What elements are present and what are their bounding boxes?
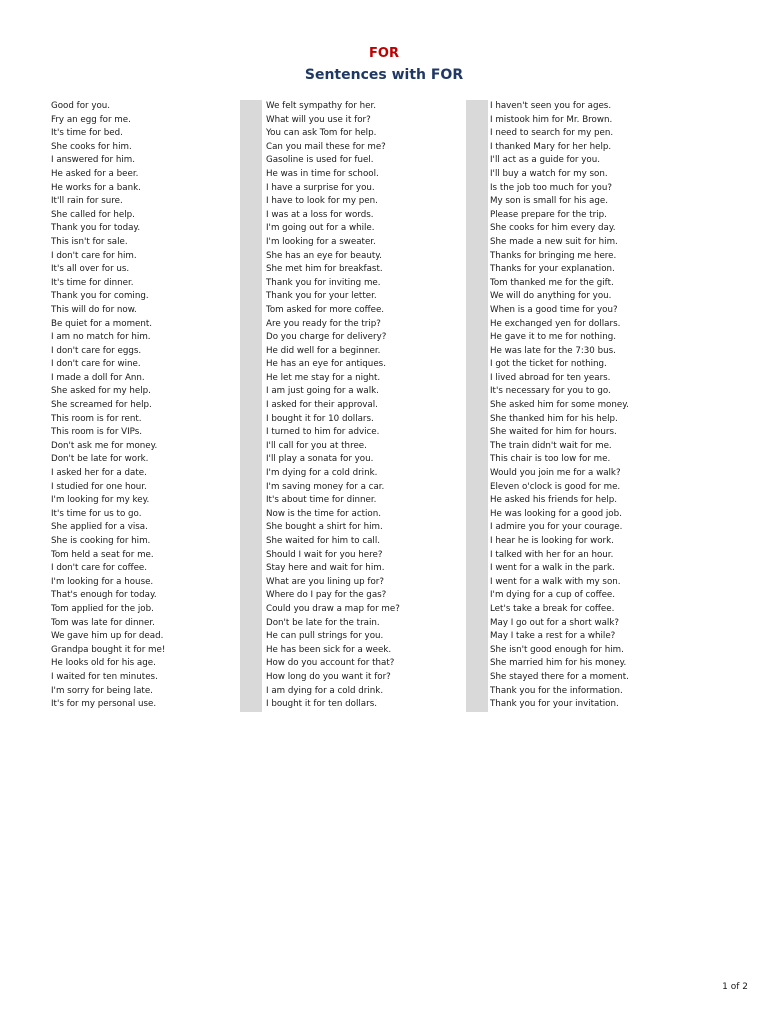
sentence-item: Thanks for your explanation. xyxy=(490,264,615,275)
sentence-item: I waited for ten minutes. xyxy=(51,671,158,682)
sentence-item: She has an eye for beauty. xyxy=(266,250,382,261)
sentence-item: She cooks for him. xyxy=(51,141,132,152)
sentence-item: It's time for dinner. xyxy=(51,277,134,288)
sentence-item: I'm looking for a house. xyxy=(51,576,154,587)
sentence-item: The train didn't wait for me. xyxy=(490,440,612,451)
sentence-item: Don't ask me for money. xyxy=(51,440,158,451)
sentence-item: She thanked him for his help. xyxy=(490,413,618,424)
sentence-item: I lived abroad for ten years. xyxy=(490,372,611,383)
sentence-item: I'm dying for a cold drink. xyxy=(266,468,378,479)
sentence-item: I'm looking for a sweater. xyxy=(266,236,376,247)
sentence-item: It'll rain for sure. xyxy=(51,196,123,207)
sentence-item: I'll buy a watch for my son. xyxy=(490,168,608,179)
sentence-item: I got the ticket for nothing. xyxy=(490,359,607,370)
sentence-item: I'm dying for a cup of coffee. xyxy=(490,590,616,601)
sentence-item: I went for a walk in the park. xyxy=(490,563,615,574)
sentence-item: I asked for their approval. xyxy=(266,400,378,411)
sentence-item: He was in time for school. xyxy=(266,168,379,179)
sentence-item: I am dying for a cold drink. xyxy=(266,685,384,696)
sentence-item: I'll play a sonata for you. xyxy=(266,454,374,465)
sentence-item: Gasoline is used for fuel. xyxy=(266,155,374,166)
sentence-item: She bought a shirt for him. xyxy=(266,522,383,533)
sentence-item: Should I wait for you here? xyxy=(266,549,383,560)
sentence-item: It's time for bed. xyxy=(51,128,123,139)
sentence-item: He was late for the 7:30 bus. xyxy=(490,345,616,356)
sentence-column-2 xyxy=(266,100,400,712)
sentence-item: Would you join me for a walk? xyxy=(490,468,621,479)
sentence-item: What are you lining up for? xyxy=(266,576,384,587)
sentence-item: When is a good time for you? xyxy=(490,304,618,315)
sentence-item: What will you use it for? xyxy=(266,114,371,125)
sentence-item: Don't be late for work. xyxy=(51,454,149,465)
page-title: FOR xyxy=(369,46,399,61)
sentence-item: That's enough for today. xyxy=(51,590,157,601)
sentence-item: Tom applied for the job. xyxy=(51,603,154,614)
sentence-item: She made a new suit for him. xyxy=(490,236,618,247)
sentence-item: Tom asked for more coffee. xyxy=(266,304,385,315)
sentence-item: May I take a rest for a while? xyxy=(490,631,616,642)
sentence-item: He let me stay for a night. xyxy=(266,372,381,383)
sentence-item: He can pull strings for you. xyxy=(266,631,384,642)
sentence-item: We felt sympathy for her. xyxy=(266,101,377,111)
sentence-item: Tom was late for dinner. xyxy=(51,617,155,628)
sentence-item: He exchanged yen for dollars. xyxy=(490,318,621,329)
sentence-item: I'll call for you at three. xyxy=(266,440,367,451)
sentence-item: I asked her for a date. xyxy=(51,468,147,479)
sentence-item: Is the job too much for you? xyxy=(490,182,612,193)
sentence-item: Thank you for coming. xyxy=(51,291,149,302)
sentence-item: This chair is too low for me. xyxy=(490,454,611,465)
sentence-item: I am just going for a walk. xyxy=(266,386,379,397)
sentence-item: She screamed for help. xyxy=(51,400,152,411)
sentence-item: I mistook him for Mr. Brown. xyxy=(490,114,613,125)
sentence-item: He works for a bank. xyxy=(51,182,141,193)
sentence-item: I don't care for wine. xyxy=(51,359,141,370)
sentence-item: I went for a walk with my son. xyxy=(490,576,621,587)
sentence-item: Thank you for your letter. xyxy=(266,291,377,302)
sentence-column-1 xyxy=(51,100,165,712)
sentence-item: I'm going out for a while. xyxy=(266,223,375,234)
sentence-item: I hear he is looking for work. xyxy=(490,536,614,546)
sentence-item: She asked for my help. xyxy=(51,386,151,397)
sentence-item: Don't be late for the train. xyxy=(266,617,380,628)
sentence-item: Grandpa bought it for me! xyxy=(51,644,166,655)
sentence-item: I have a surprise for you. xyxy=(266,182,375,193)
sentence-item: I'm sorry for being late. xyxy=(51,685,153,696)
page-number: 1 of 2 xyxy=(722,982,748,992)
sentence-item: I turned to him for advice. xyxy=(266,427,380,438)
sentence-item: He was looking for a good job. xyxy=(490,508,622,519)
sentence-item: Tom held a seat for me. xyxy=(51,549,154,560)
sentence-item: It's all over for us. xyxy=(51,264,130,275)
sentence-item: Let's take a break for coffee. xyxy=(490,603,615,614)
sentence-item: Now is the time for action. xyxy=(266,508,381,519)
sentence-item: I'll act as a guide for you. xyxy=(490,155,600,166)
sentence-item: She cooks for him every day. xyxy=(490,223,616,234)
sentence-item: She is cooking for him. xyxy=(51,536,151,546)
sentence-item: I made a doll for Ann. xyxy=(51,372,145,383)
sentence-item: How long do you want it for? xyxy=(266,671,391,682)
sentence-item: You can ask Tom for help. xyxy=(266,128,377,139)
sentence-item: He asked for a beer. xyxy=(51,168,139,179)
sentence-item: He did well for a beginner. xyxy=(266,345,381,356)
sentence-item: She married him for his money. xyxy=(490,658,627,669)
sentence-item: Can you mail these for me? xyxy=(266,141,386,152)
sentence-item: This isn't for sale. xyxy=(51,236,128,247)
sentence-item: I don't care for eggs. xyxy=(51,345,142,356)
sentence-item: I bought it for ten dollars. xyxy=(266,699,377,710)
sentence-item: She waited for him to call. xyxy=(266,536,381,546)
sentence-item: I studied for one hour. xyxy=(51,481,147,492)
sentence-item: It's necessary for you to go. xyxy=(490,386,611,397)
sentence-item: I need to search for my pen. xyxy=(490,128,614,139)
sentence-item: I haven't seen you for ages. xyxy=(490,101,612,111)
sentence-item: We gave him up for dead. xyxy=(51,631,164,642)
sentence-item: This will do for now. xyxy=(51,304,137,315)
sentence-item: He gave it to me for nothing. xyxy=(490,332,616,343)
sentence-item: I answered for him. xyxy=(51,155,135,166)
sentence-item: Thanks for bringing me here. xyxy=(490,250,617,261)
sentence-item: Eleven o'clock is good for me. xyxy=(490,481,621,492)
column-divider-1 xyxy=(240,100,262,712)
sentence-column-3 xyxy=(490,100,629,712)
sentence-item: Be quiet for a moment. xyxy=(51,318,153,329)
sentence-item: He asked his friends for help. xyxy=(490,495,617,506)
sentence-item: This room is for VIPs. xyxy=(51,427,143,438)
page-subtitle: Sentences with FOR xyxy=(304,67,464,83)
sentence-item: She met him for breakfast. xyxy=(266,264,383,275)
sentence-item: Stay here and wait for him. xyxy=(266,563,385,574)
sentence-item: He has been sick for a week. xyxy=(266,644,392,655)
sentence-item: I don't care for him. xyxy=(51,250,137,261)
sentence-item: She applied for a visa. xyxy=(51,522,148,533)
sentence-item: I have to look for my pen. xyxy=(266,196,378,207)
sentence-item: How do you account for that? xyxy=(266,658,395,669)
sentence-item: I was at a loss for words. xyxy=(266,209,374,220)
sentence-item: Thank you for inviting me. xyxy=(266,277,381,288)
sentence-item: My son is small for his age. xyxy=(490,196,608,207)
sentence-item: Could you draw a map for me? xyxy=(266,603,400,614)
sentence-item: This room is for rent. xyxy=(51,413,142,424)
sentence-item: Thank you for today. xyxy=(51,223,141,234)
sentence-item: May I go out for a short walk? xyxy=(490,617,619,628)
sentence-item: She isn't good enough for him. xyxy=(490,644,624,655)
sentence-item: Thank you for the information. xyxy=(490,685,623,696)
sentence-item: It's time for us to go. xyxy=(51,508,142,519)
column-divider-2 xyxy=(466,100,488,712)
sentence-item: I am no match for him. xyxy=(51,332,151,343)
sentence-item: Are you ready for the trip? xyxy=(266,318,381,329)
sentence-item: It's about time for dinner. xyxy=(266,495,377,506)
sentence-item: I don't care for coffee. xyxy=(51,563,148,574)
sentence-item: Do you charge for delivery? xyxy=(266,332,387,343)
sentence-item: I'm saving money for a car. xyxy=(266,481,385,492)
sentence-item: She called for help. xyxy=(51,209,135,220)
sentence-item: Good for you. xyxy=(51,101,111,111)
sentence-item: I bought it for 10 dollars. xyxy=(266,413,374,424)
sentence-item: Where do I pay for the gas? xyxy=(266,590,387,601)
sentence-item: I talked with her for an hour. xyxy=(490,549,614,560)
sentence-item: Please prepare for the trip. xyxy=(490,209,607,220)
sentence-item: She stayed there for a moment. xyxy=(490,671,629,682)
sentence-item: Thank you for your invitation. xyxy=(490,699,619,710)
sentence-item: Fry an egg for me. xyxy=(51,114,131,125)
sentence-item: I'm looking for my key. xyxy=(51,495,150,506)
sentence-item: Tom thanked me for the gift. xyxy=(490,277,614,288)
sentence-item: I thanked Mary for her help. xyxy=(490,141,612,152)
sentence-item: He has an eye for antiques. xyxy=(266,359,386,370)
sentence-item: I admire you for your courage. xyxy=(490,522,623,533)
sentence-item: She waited for him for hours. xyxy=(490,427,617,438)
sentence-item: It's for my personal use. xyxy=(51,699,157,710)
sentence-item: She asked him for some money. xyxy=(490,400,629,411)
sentence-item: He looks old for his age. xyxy=(51,658,156,669)
sentence-item: We will do anything for you. xyxy=(490,291,612,302)
